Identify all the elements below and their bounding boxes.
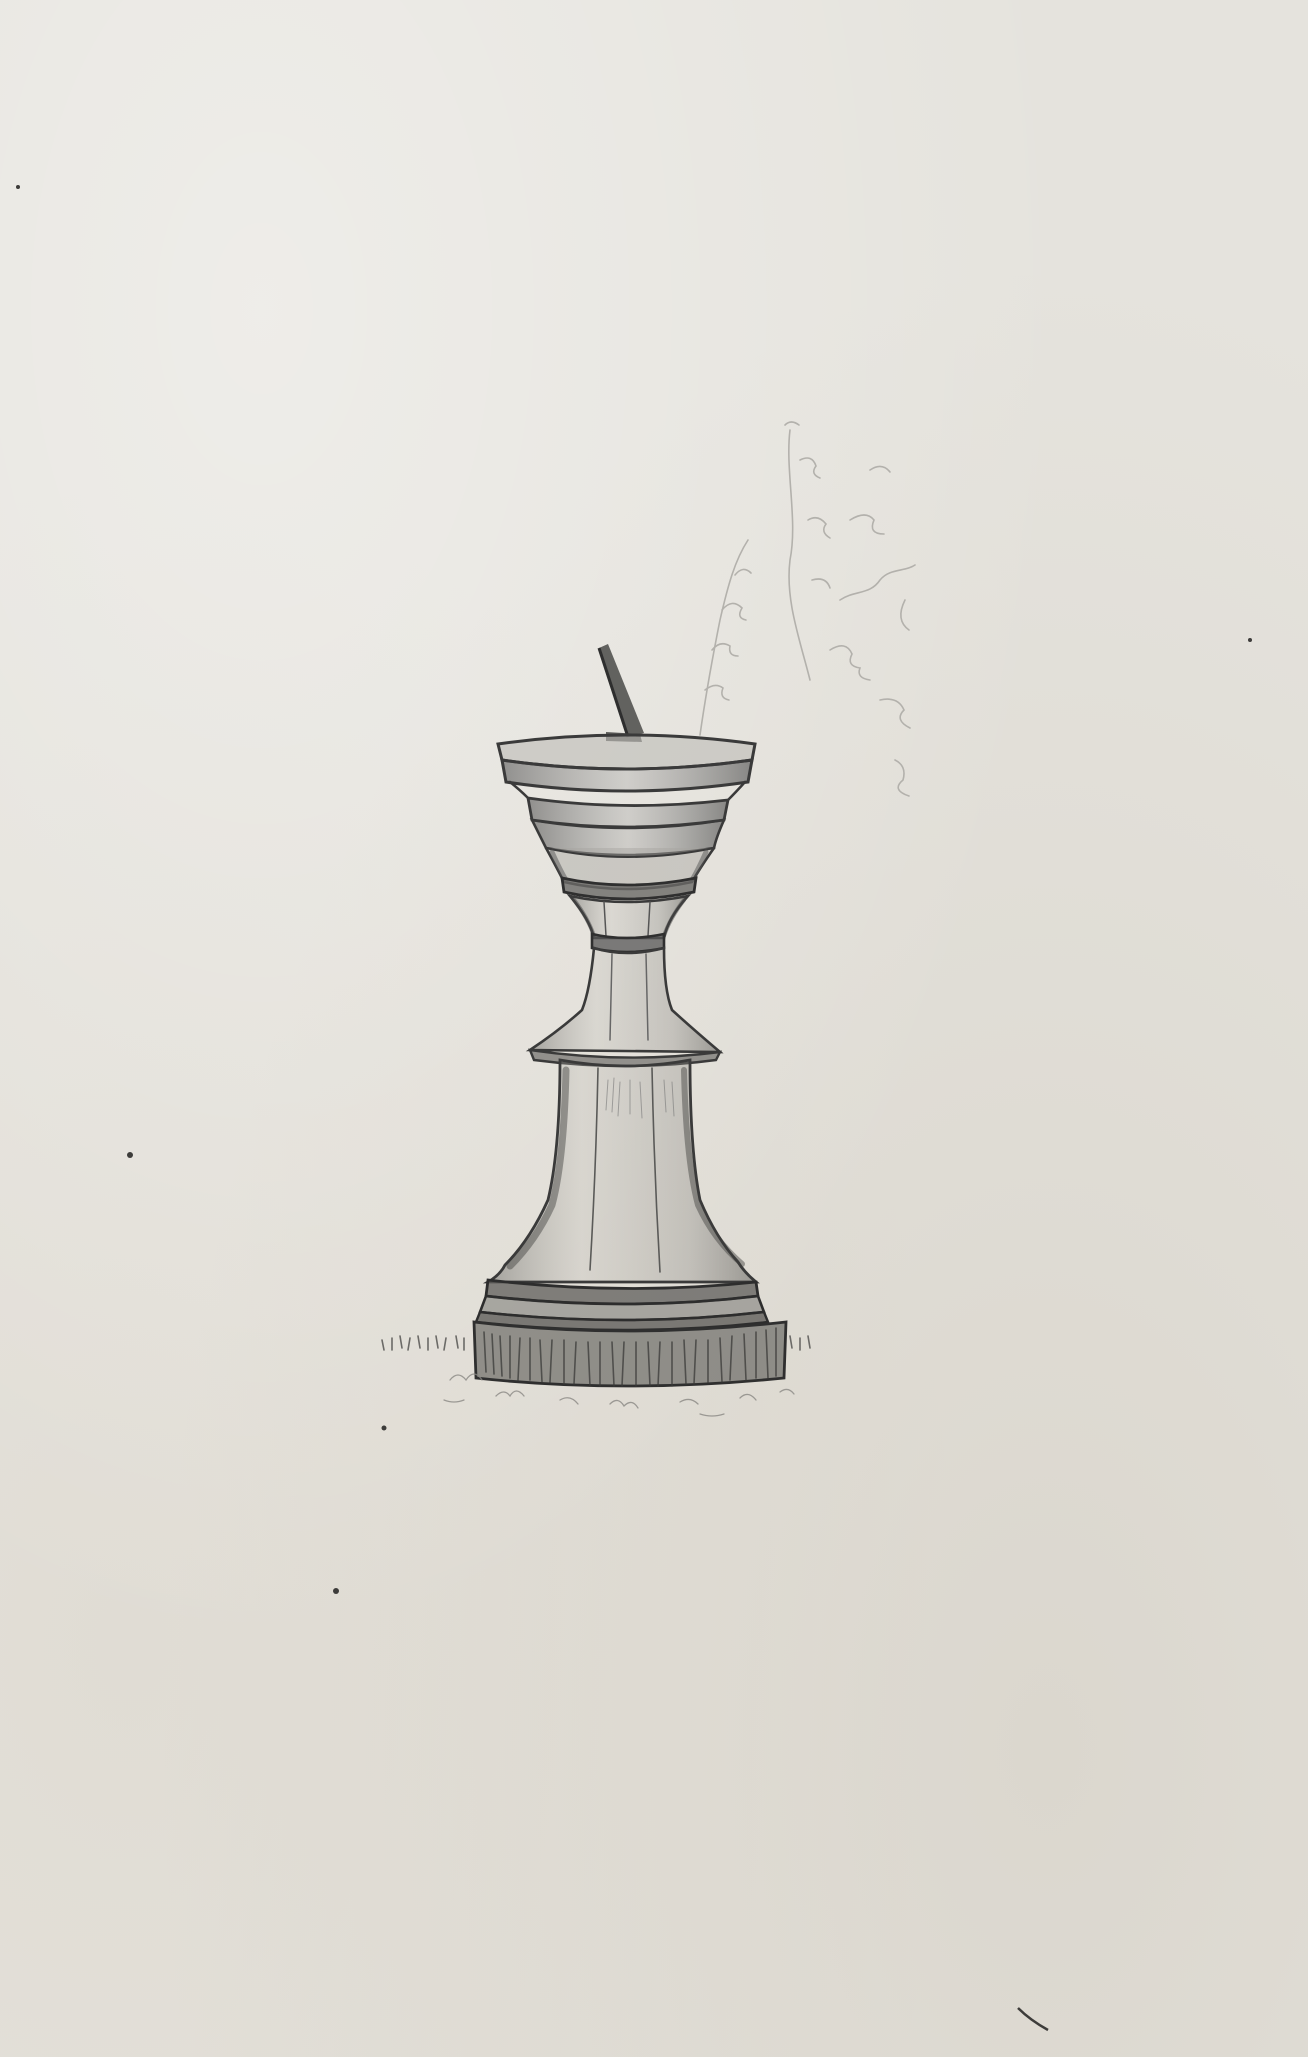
dial-top	[498, 735, 755, 800]
upper-bowl	[528, 798, 728, 889]
plinth	[474, 1322, 786, 1386]
base-moulding	[476, 1280, 768, 1330]
flared-section	[530, 948, 720, 1066]
main-shaft	[488, 1060, 756, 1282]
upper-neck	[570, 896, 688, 938]
gnomon	[599, 644, 644, 742]
corner-mark	[1018, 2008, 1048, 2030]
